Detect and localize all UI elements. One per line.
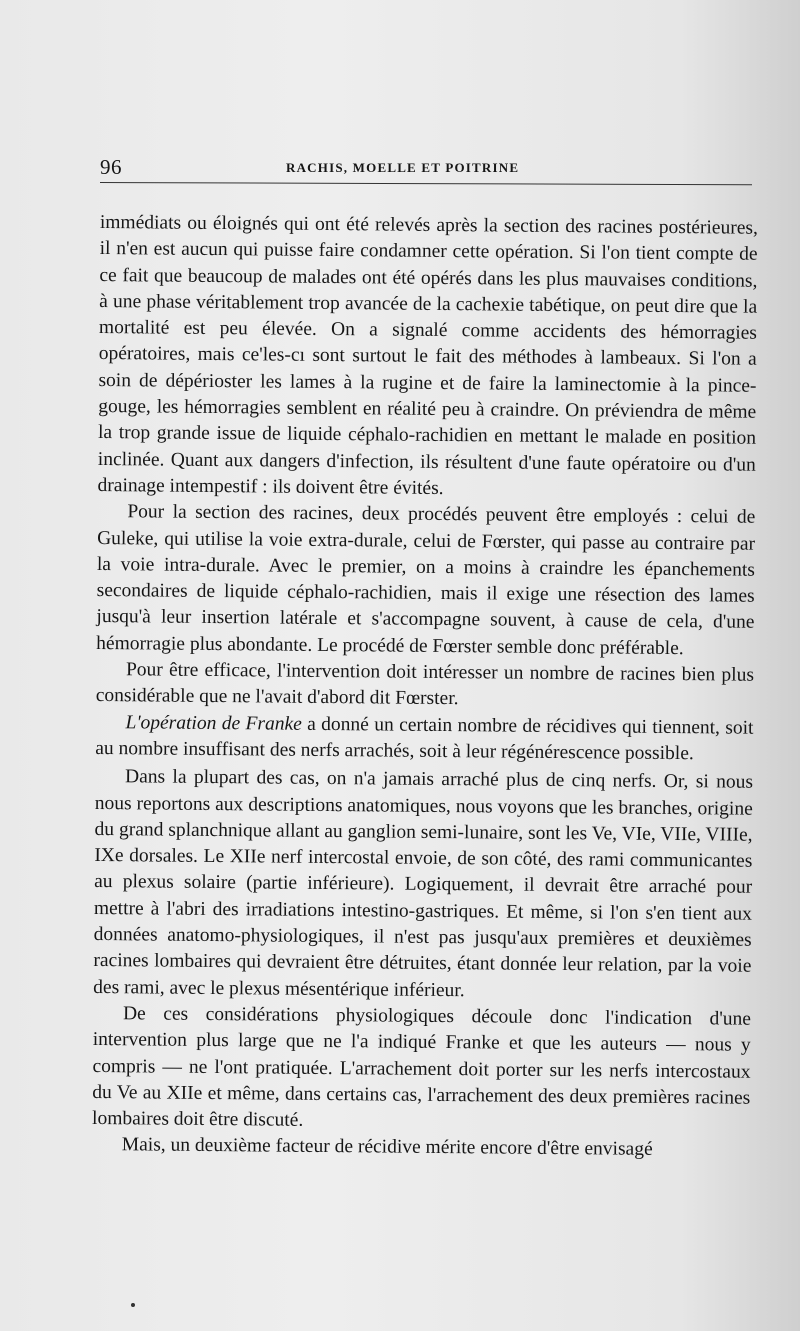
running-head: RACHIS, MOELLE ET POITRINE xyxy=(286,160,520,175)
paragraph-franke-text: a donné un certain nombre de récidives qui tiennent, soit au nombre insuffisant des nerfs arrachés, soit à leur régénérescence possible. xyxy=(95,713,754,765)
paragraph-franke xyxy=(95,710,753,768)
italic-lead: L'opération de Franke xyxy=(125,711,302,735)
paragraph-root-section: Pour la section des racines, deux procédés peuvent être employés : celui de Guleke, qui utilise la voie extra-durale, celui de Fœrster, qui passe au contraire par la voie intra-durale. Avec le premier, on a moins à craindre les épanchements secondaires de liquide céphalo-rachidien, mais il exige une résection des lames jusqu'à leur insertion latérale et s'accompagne souvent, à cause de cela, d'une hémorragie plus abondante. Le procédé de Fœrster semble donc préférable. xyxy=(96,501,756,659)
paragraph-continuation: immédiats ou éloignés qui ont été relevés après la section des racines postérieures, il n'en est aucun qui puisse faire condamner cette opération. Si l'on tient compte de ce fait que beaucoup de malades ont été opérés dans les plus mauvaises conditions, à une phase véritablement trop avancée de la cachexie tabétique, on peut dire que la mortalité est peu élevée. On a signalé comme accidents des hémorragies opératoires, mais ce'les-cı sont surtout le fait des méthodes à lambeaux. Si l'on a soin de dépérioster les lames à la rugine et de faire la laminectomie à la pince-gouge, les hémorragies semblent en réalité peu à craindre. On préviendra de même la trop grande issue de liquide céphalo-rachidien en mettant le malade en position inclinée. Quant aux dangers d'infection, ils résultent d'une faute opératoire ou d'un drainage intempestif : ils doivent être évités. xyxy=(97,211,758,499)
paragraph-second-factor: Mais, un deuxième facteur de récidive mérite encore d'être envisagé xyxy=(121,1134,653,1161)
paragraph-efficacy: Pour être efficace, l'intervention doit intéresser un nombre de racines bien plus considérable que ne l'avait d'abord dit Fœrster. xyxy=(95,659,755,710)
body-text xyxy=(92,210,758,1164)
page-number: 96 xyxy=(100,155,122,179)
paragraph-nerves: Dans la plupart des cas, on n'a jamais arraché plus de cinq nerfs. Or, si nous nous reportons aux descriptions anatomiques, nous voyons que les branches, origine du grand splanchnique allant au ganglion semi-lunaire, sont les Ve, VIe, VIIe, VIIIe, IXe dorsales. Le XIIe nerf intercostal envoie, de son côté, des rami communicantes au plexus solaire (partie inférieure). Logiquement, il devrait être arraché pour mettre à l'abri des irradiations intestino-gastriques. Et même, si l'on s'en tient aux données anatomo-physiologiques, il n'est pas jusqu'aux premières et deuxièmes racines lombaires qui devraient être détruites, étant donnée leur relation, par la voie des rami, avec le plexus mésentérique inférieur. xyxy=(93,766,754,1001)
margin-speck xyxy=(131,1303,135,1307)
paragraph-considerations: De ces considérations physiologiques découle donc l'indication d'une intervention plus large que ne l'a indiqué Franke et que les auteurs — nous y compris — ne l'ont pratiquée. L'arrachement doit porter sur les nerfs intercostaux du Ve au XIIe et même, dans certains cas, l'arrachement des deux premières racines lombaires doit être discuté. xyxy=(91,1003,752,1131)
page-header xyxy=(100,155,760,185)
header-rule xyxy=(100,182,752,185)
